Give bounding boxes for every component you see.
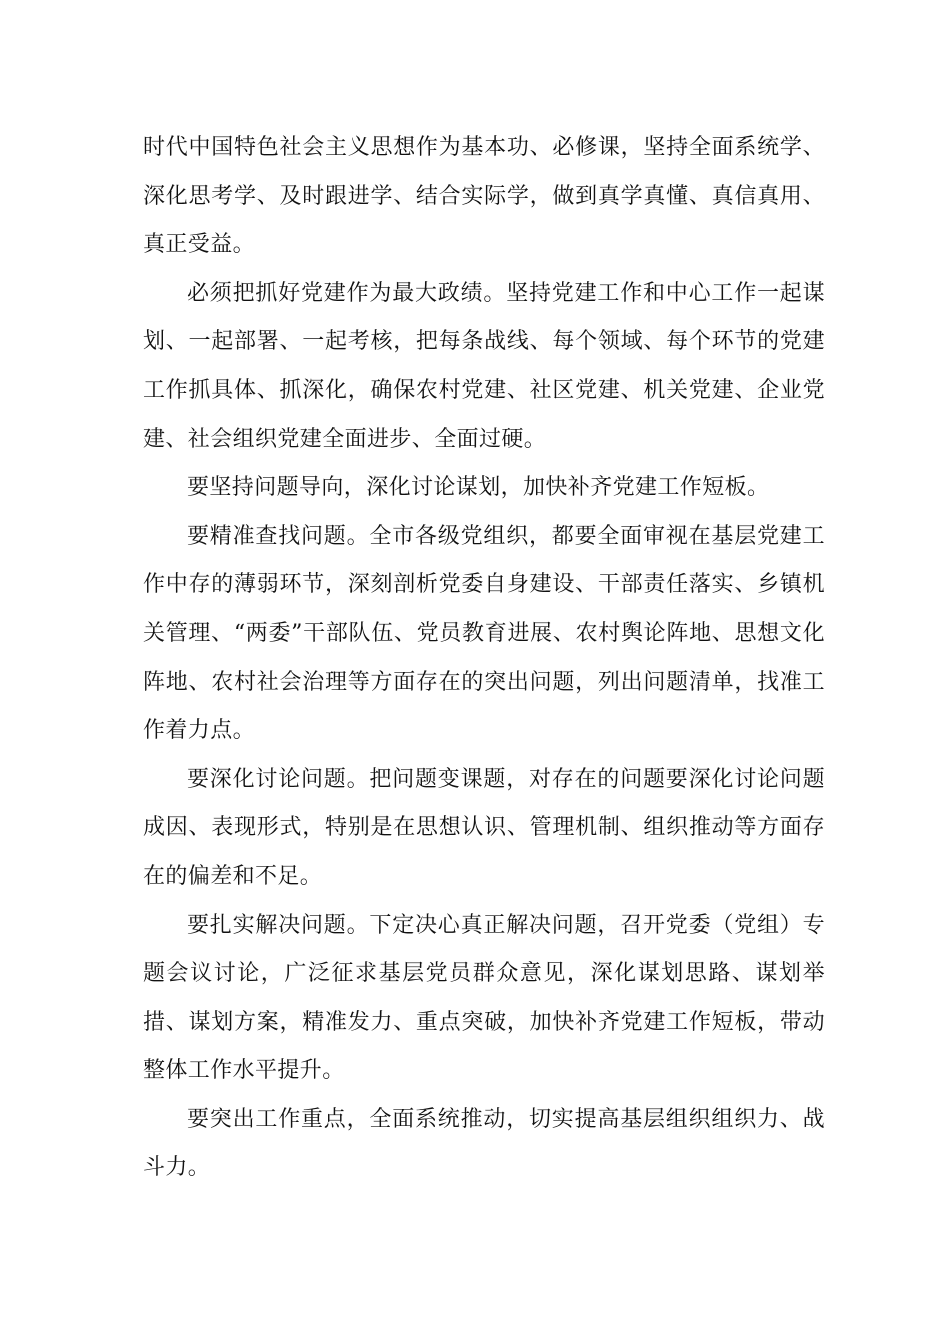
- paragraph: 要突出工作重点，全面系统推动，切实提高基层组织组织力、战斗力。: [143, 1106, 825, 1181]
- paragraph: 要精准查找问题。全市各级党组织，都要全面审视在基层党建工作中存的薄弱环节，深刻剖析党委自身建设、干部责任落实、乡镇机关管理、“两委”干部队伍、党员教育进展、农村舆论阵地、思想文化阵地、农村社会治理等方面存在的突出问题，列出问题清单，找准工作着力点。: [143, 523, 825, 744]
- paragraph: 必须把抓好党建作为最大政绩。坚持党建工作和中心工作一起谋划、一起部署、一起考核，把每条战线、每个领域、每个环节的党建工作抓具体、抓深化，确保农村党建、社区党建、机关党建、企业党建、社会组织党建全面进步、全面过硬。: [143, 280, 825, 452]
- paragraph: 要深化讨论问题。把问题变课题，对存在的问题要深化讨论问题成因、表现形式，特别是在思想认识、管理机制、组织推动等方面存在的偏差和不足。: [143, 766, 825, 889]
- paragraph: 时代中国特色社会主义思想作为基本功、必修课，坚持全面系统学、深化思考学、及时跟进学、结合实际学，做到真学真懂、真信真用、真正受益。: [143, 135, 825, 258]
- paragraph: 要扎实解决问题。下定决心真正解决问题，召开党委（党组）专题会议讨论，广泛征求基层党员群众意见，深化谋划思路、谋划举措、谋划方案，精准发力、重点突破，加快补齐党建工作短板，带动整体工作水平提升。: [143, 912, 825, 1084]
- paragraph: 要坚持问题导向，深化讨论谋划，加快补齐党建工作短板。: [187, 475, 770, 501]
- document-body: [143, 124, 825, 1193]
